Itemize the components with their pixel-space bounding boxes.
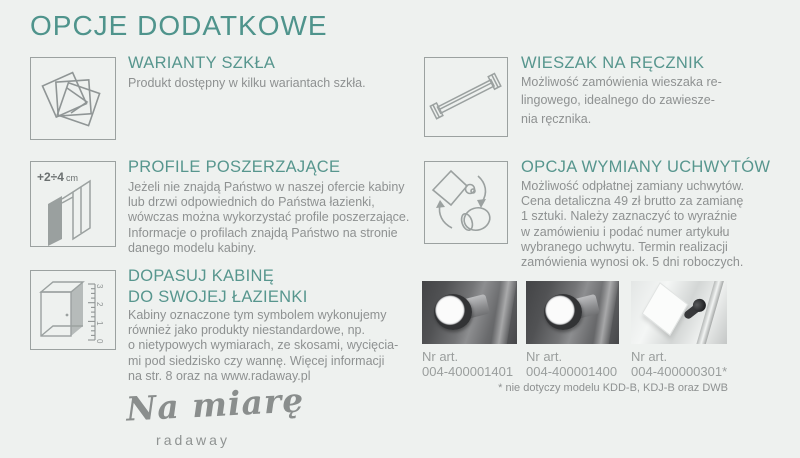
body-text-line: lub drzwi odpowiednich do Państwa łazienki, — [128, 195, 375, 210]
custom-cabin-icon-box — [30, 270, 116, 350]
body-text-line: wybranego uchwytu. Termin realizacji — [521, 239, 728, 254]
fit-heading-line2: DO SWOJEJ ŁAZIENKI — [128, 288, 308, 306]
body-text-line: Kabiny oznaczone tym symbolem wykonujemy — [128, 308, 387, 322]
na-miare-logo: Na miarę — [125, 380, 306, 429]
handle-swap-icon — [425, 162, 507, 243]
body-text-line: nia ręcznika. — [521, 111, 592, 126]
body-text-line: Jeżeli nie znajdą Państwo w naszej ofercie kabiny — [128, 180, 405, 194]
fit-section-heading — [128, 266, 308, 308]
ruler-digit: 1 — [95, 321, 104, 326]
glass-variants-icon-box — [30, 57, 116, 140]
body-text-line: Informacje o profilach znajdą Państwo na stronie — [128, 225, 398, 240]
art-number-label: Nr art. — [422, 349, 459, 364]
body-text-line: Cena detaliczna 49 zł brutto za zamianę — [521, 194, 744, 209]
glass-section-body — [128, 76, 366, 91]
towel-section-heading: WIESZAK NA RĘCZNIK — [521, 54, 705, 72]
fit-section-body — [128, 308, 398, 384]
glass-variants-icon — [31, 58, 115, 139]
ruler-digit: 3 — [95, 284, 104, 289]
handles-section-heading: OPCJA WYMIANY UCHWYTÓW — [521, 158, 771, 176]
body-text-line: mi pod siedzisko czy wannę. Więcej informacji — [128, 353, 385, 368]
body-text-line: Możliwość odpłatnej zamiany uchwytów. — [521, 179, 745, 193]
body-text-line: również jako produkty niestandardowe, np. — [128, 323, 365, 338]
towel-rail-icon-box — [424, 57, 508, 137]
extension-profile-icon-box — [30, 161, 116, 247]
glass-panel-image — [642, 282, 689, 336]
radaway-logo: radaway — [156, 432, 230, 448]
towel-section-body — [521, 73, 722, 128]
art-number-label: Nr art. — [631, 349, 668, 364]
art-number-value: 004-400001400 — [526, 364, 618, 379]
knob-handle-image — [544, 292, 604, 334]
body-text-line: danego modelu kabiny. — [128, 240, 257, 255]
ruler-digit: 0 — [95, 339, 104, 344]
body-text-line: lingowego, idealnego do zawiesze- — [521, 93, 715, 108]
body-text-line: Produkt dostępny w kilku wariantach szkła. — [128, 76, 366, 90]
knob-handle-image — [434, 292, 494, 334]
knob-face — [434, 294, 472, 330]
custom-cabin-icon — [31, 271, 115, 349]
profile-size-unit: cm — [65, 173, 78, 183]
body-text-line: o nietypowych wymiarach, ze skosami, wycięcia- — [128, 338, 399, 353]
profiles-section-heading: PROFILE POSZERZAJĄCE — [128, 158, 341, 176]
fit-heading-line1: DOPASUJ KABINĘ — [128, 267, 275, 285]
body-text-line: na str. 8 oraz na www.radaway.pl — [128, 368, 311, 383]
handle-photo-1 — [422, 281, 517, 344]
body-text-line: wówczas można wykorzystać profile poszerzające. — [128, 210, 410, 225]
profile-size-label — [37, 168, 78, 186]
towel-rail-icon — [425, 58, 507, 136]
glass-section-heading: WARIANTY SZKŁA — [128, 54, 276, 72]
handle-swap-icon-box — [424, 161, 508, 244]
art-number-value: 004-400001401 — [422, 364, 514, 379]
ruler-digit: 2 — [95, 302, 104, 307]
page-title: OPCJE DODATKOWE — [30, 10, 328, 41]
knob-face — [544, 294, 582, 330]
body-text-line: 1 sztuki. Należy zaznaczyć to wyraźnie — [521, 209, 738, 224]
profiles-section-body — [128, 180, 409, 256]
body-text-line: Możliwość zamówienia wieszaka re- — [521, 75, 722, 89]
profile-size-range: +2÷4 — [37, 170, 64, 184]
body-text-line: zamówienia wynosi ok. 5 dni roboczych. — [521, 255, 744, 270]
handle-photo-2 — [526, 281, 619, 344]
art-number-value: 004-400000301* — [631, 364, 728, 379]
art-number-label: Nr art. — [526, 349, 563, 364]
footnote: * nie dotyczy modelu KDD-B, KDJ-B oraz DWB — [498, 382, 728, 394]
body-text-line: w zamówieniu i podać numer artykułu — [521, 224, 730, 239]
handles-section-body — [521, 179, 744, 270]
handle-photo-3 — [631, 281, 727, 344]
